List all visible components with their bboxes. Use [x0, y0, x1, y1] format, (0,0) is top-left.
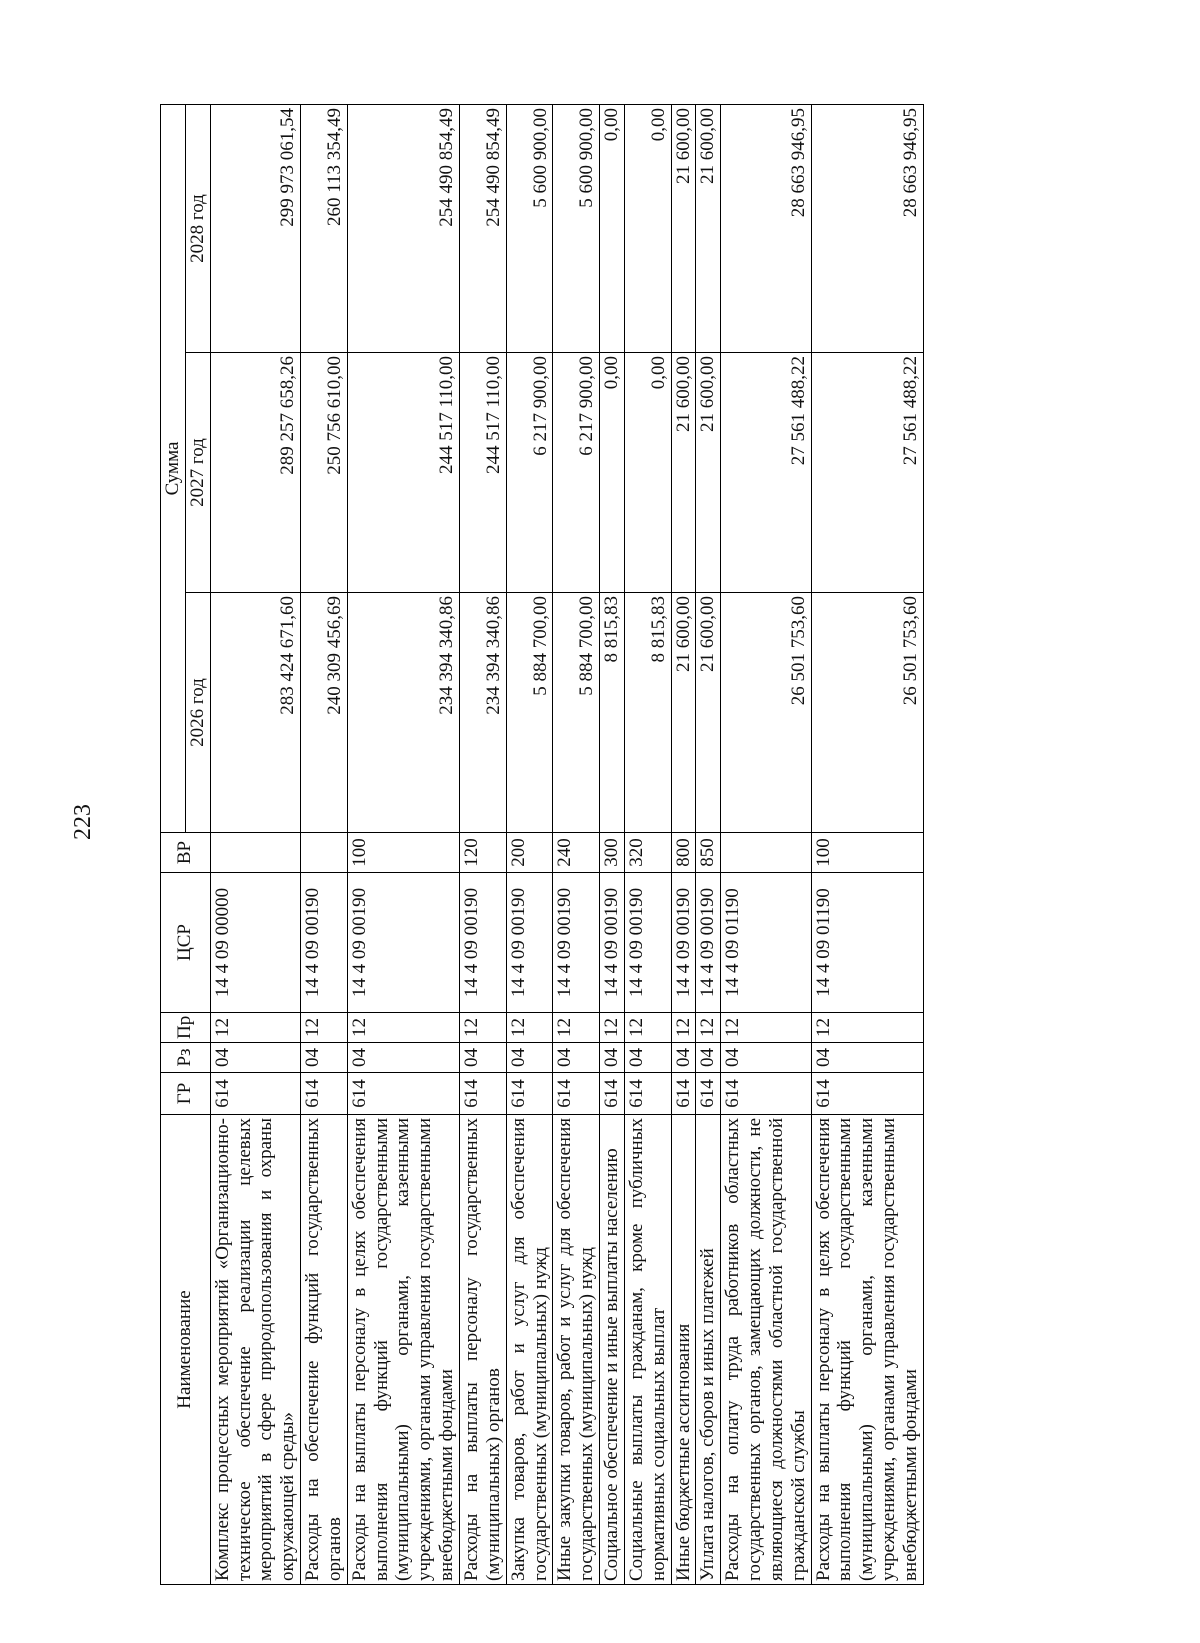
row-csr: 14 4 09 00190	[671, 873, 696, 1013]
row-rz: 04	[696, 1043, 721, 1073]
row-sum-2027: 27 561 488,22	[811, 353, 923, 593]
row-gr: 614	[600, 1073, 625, 1115]
row-rz: 04	[624, 1043, 671, 1073]
row-csr: 14 4 09 00190	[301, 873, 348, 1013]
row-csr: 14 4 09 00190	[347, 873, 459, 1013]
row-rz: 04	[811, 1043, 923, 1073]
row-gr: 614	[553, 1073, 600, 1115]
table-row	[721, 104, 811, 1584]
row-name: Закупка товаров, работ и услуг для обеспечения государственных (муниципальных) нужд	[506, 1115, 553, 1585]
row-sum-2028: 254 490 854,49	[347, 104, 459, 352]
row-sum-2027: 250 756 610,00	[301, 353, 348, 593]
row-name: Уплата налогов, сборов и иных платежей	[696, 1115, 721, 1585]
row-rz: 04	[347, 1043, 459, 1073]
row-pr: 12	[624, 1013, 671, 1043]
header-sum: Сумма	[161, 104, 186, 832]
row-pr: 12	[671, 1013, 696, 1043]
row-rz: 04	[459, 1043, 506, 1073]
row-vr: 200	[506, 833, 553, 873]
row-csr: 14 4 09 00000	[210, 873, 300, 1013]
row-pr: 12	[721, 1013, 811, 1043]
header-2027: 2027 год	[185, 353, 210, 593]
row-sum-2026: 26 501 753,60	[721, 593, 811, 833]
table-row	[624, 104, 671, 1584]
row-name: Расходы на выплаты персоналу в целях обеспечения выполнения функций государственными (муниципальными) органами, казенными учреждениями, органами управления государственными внебюджетными фондами	[347, 1115, 459, 1585]
row-gr: 614	[721, 1073, 811, 1115]
row-sum-2028: 21 600,00	[696, 104, 721, 352]
row-sum-2027: 244 517 110,00	[347, 353, 459, 593]
row-name: Расходы на выплаты персоналу государственных (муниципальных) органов	[459, 1115, 506, 1585]
row-csr: 14 4 09 00190	[553, 873, 600, 1013]
row-sum-2026: 8 815,83	[624, 593, 671, 833]
row-name: Комплекс процессных мероприятий «Организационно-техническое обеспечение реализации целевых мероприятий в сфере природопользования и охраны окружающей среды»	[210, 1115, 300, 1585]
header-vr: ВР	[161, 833, 211, 873]
table-row	[600, 104, 625, 1584]
row-vr: 100	[347, 833, 459, 873]
row-sum-2026: 5 884 700,00	[553, 593, 600, 833]
row-gr: 614	[671, 1073, 696, 1115]
row-pr: 12	[301, 1013, 348, 1043]
row-rz: 04	[553, 1043, 600, 1073]
table-row	[210, 104, 300, 1584]
row-name: Иные закупки товаров, работ и услуг для обеспечения государственных (муниципальных) нужд	[553, 1115, 600, 1585]
row-sum-2028: 254 490 854,49	[459, 104, 506, 352]
row-name: Расходы на выплаты персоналу в целях обеспечения выполнения функций государственными (муниципальными) органами, казенными учреждениями, органами управления государственными внебюджетными фондами	[811, 1115, 923, 1585]
row-sum-2028: 260 113 354,49	[301, 104, 348, 352]
row-pr: 12	[696, 1013, 721, 1043]
row-vr: 850	[696, 833, 721, 873]
row-sum-2026: 26 501 753,60	[811, 593, 923, 833]
row-pr: 12	[210, 1013, 300, 1043]
row-rz: 04	[600, 1043, 625, 1073]
row-sum-2028: 28 663 946,95	[811, 104, 923, 352]
row-vr	[210, 833, 300, 873]
row-pr: 12	[506, 1013, 553, 1043]
row-sum-2028: 299 973 061,54	[210, 104, 300, 352]
row-sum-2028: 0,00	[624, 104, 671, 352]
row-csr: 14 4 09 01190	[721, 873, 811, 1013]
row-csr: 14 4 09 00190	[506, 873, 553, 1013]
table-row	[553, 104, 600, 1584]
row-pr: 12	[553, 1013, 600, 1043]
row-gr: 614	[347, 1073, 459, 1115]
row-gr: 614	[506, 1073, 553, 1115]
row-rz: 04	[671, 1043, 696, 1073]
row-pr: 12	[811, 1013, 923, 1043]
row-sum-2028: 21 600,00	[671, 104, 696, 352]
row-rz: 04	[210, 1043, 300, 1073]
row-sum-2026: 283 424 671,60	[210, 593, 300, 833]
row-sum-2028: 0,00	[600, 104, 625, 352]
row-sum-2027: 0,00	[600, 353, 625, 593]
row-sum-2027: 6 217 900,00	[506, 353, 553, 593]
row-gr: 614	[459, 1073, 506, 1115]
header-2028: 2028 год	[185, 104, 210, 352]
table-row	[459, 104, 506, 1584]
table-row	[506, 104, 553, 1584]
row-vr	[301, 833, 348, 873]
header-pr: Пр	[161, 1013, 211, 1043]
row-vr: 300	[600, 833, 625, 873]
row-sum-2026: 234 394 340,86	[459, 593, 506, 833]
row-csr: 14 4 09 00190	[624, 873, 671, 1013]
table-row	[347, 104, 459, 1584]
row-csr: 14 4 09 01190	[811, 873, 923, 1013]
row-sum-2026: 234 394 340,86	[347, 593, 459, 833]
row-sum-2027: 0,00	[624, 353, 671, 593]
table-row	[301, 104, 348, 1584]
row-sum-2026: 5 884 700,00	[506, 593, 553, 833]
row-name: Социальные выплаты гражданам, кроме публичных нормативных социальных выплат	[624, 1115, 671, 1585]
row-vr	[721, 833, 811, 873]
row-sum-2028: 28 663 946,95	[721, 104, 811, 352]
table-row	[671, 104, 696, 1584]
row-name: Расходы на оплату труда работников областных государственных органов, замещающих должности, не являющиеся должностями областной государственной гражданской службы	[721, 1115, 811, 1585]
row-vr: 240	[553, 833, 600, 873]
budget-table-container	[160, 105, 1040, 1585]
page-number: 223	[70, 804, 96, 840]
row-gr: 614	[301, 1073, 348, 1115]
row-sum-2027: 244 517 110,00	[459, 353, 506, 593]
row-rz: 04	[721, 1043, 811, 1073]
row-vr: 120	[459, 833, 506, 873]
row-csr: 14 4 09 00190	[600, 873, 625, 1013]
row-sum-2026: 240 309 456,69	[301, 593, 348, 833]
row-pr: 12	[459, 1013, 506, 1043]
table-row	[696, 104, 721, 1584]
row-csr: 14 4 09 00190	[459, 873, 506, 1013]
header-row-1	[161, 104, 186, 1584]
header-rz: Рз	[161, 1043, 211, 1073]
row-name: Иные бюджетные ассигнования	[671, 1115, 696, 1585]
row-sum-2026: 21 600,00	[696, 593, 721, 833]
row-vr: 320	[624, 833, 671, 873]
row-rz: 04	[506, 1043, 553, 1073]
row-vr: 100	[811, 833, 923, 873]
header-2026: 2026 год	[185, 593, 210, 833]
row-gr: 614	[696, 1073, 721, 1115]
row-vr: 800	[671, 833, 696, 873]
header-name: Наименование	[161, 1115, 211, 1585]
row-gr: 614	[811, 1073, 923, 1115]
row-sum-2027: 21 600,00	[696, 353, 721, 593]
row-sum-2026: 21 600,00	[671, 593, 696, 833]
row-sum-2026: 8 815,83	[600, 593, 625, 833]
row-pr: 12	[347, 1013, 459, 1043]
row-sum-2028: 5 600 900,00	[553, 104, 600, 352]
budget-table	[160, 104, 924, 1585]
table-row	[811, 104, 923, 1584]
row-gr: 614	[210, 1073, 300, 1115]
row-sum-2027: 289 257 658,26	[210, 353, 300, 593]
row-pr: 12	[600, 1013, 625, 1043]
row-sum-2027: 27 561 488,22	[721, 353, 811, 593]
row-csr: 14 4 09 00190	[696, 873, 721, 1013]
row-sum-2028: 5 600 900,00	[506, 104, 553, 352]
header-csr: ЦСР	[161, 873, 211, 1013]
row-name: Расходы на обеспечение функций государственных органов	[301, 1115, 348, 1585]
row-name: Социальное обеспечение и иные выплаты населению	[600, 1115, 625, 1585]
row-gr: 614	[624, 1073, 671, 1115]
row-rz: 04	[301, 1043, 348, 1073]
header-gr: ГР	[161, 1073, 211, 1115]
row-sum-2027: 21 600,00	[671, 353, 696, 593]
row-sum-2027: 6 217 900,00	[553, 353, 600, 593]
